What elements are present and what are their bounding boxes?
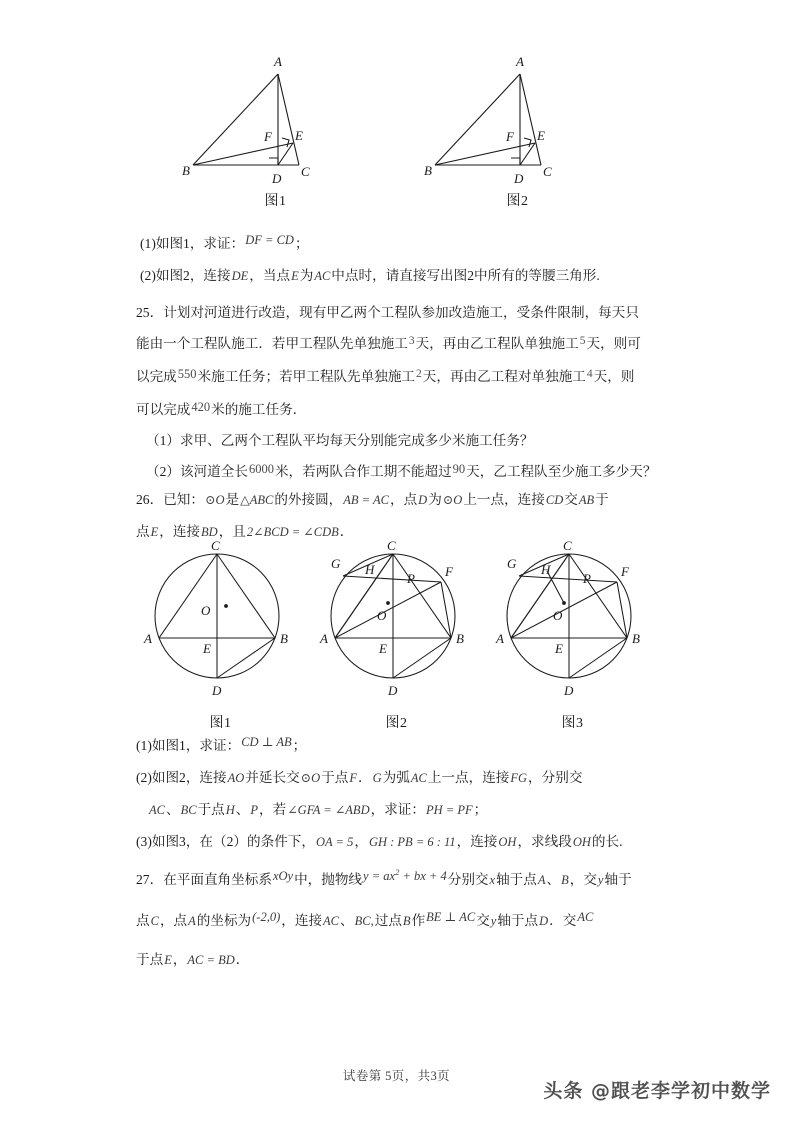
q27-point-b-2: B [402,914,411,929]
page-footer: 试卷第 5页，共3页 [342,1069,451,1083]
triangle-figure-row [0,48,793,210]
q27-point-d: D [539,914,549,929]
q27-seg-bc: BC, [354,914,374,929]
q27-l2-i: 轴于点 [497,913,539,929]
q27-line-3 [136,944,676,976]
q26-sub3-c: ，连接 [456,834,498,849]
q27-l2-c: 的坐标为 [196,913,252,929]
triangle-figure-2 [423,48,613,210]
svg-text:G: G [330,556,340,571]
q26-l1-d: ，点 [389,492,418,507]
q26-l1-h: 于 [595,492,609,507]
svg-text:E: E [294,128,303,143]
q26-sub1-a: (1)如图1，求证： [136,738,241,753]
q24-part2-text-d: 中点时，请直接写出图2中所有的等腰三角形. [331,268,600,283]
triangle-figure-2-caption: 图2 [506,194,529,209]
q26-ab-eq-ac: AB = AC [343,493,389,507]
q26-seg-ao: AO [227,771,245,785]
q27-l1-b: 中，抛物线 [294,872,363,888]
q27-l1-a: 在平面直角坐标系 [163,872,272,888]
svg-text:D: D [211,683,221,698]
svg-text:F: F [444,564,453,579]
q26-gh-pb-ratio: GH : PB = 6 : 11 [368,835,456,849]
svg-text:H: H [540,562,550,577]
q26-triangle-abc: △ABC [240,493,274,507]
q27-seg-ac-2: AC [577,910,594,925]
q25-meters-1: 550 [177,367,197,381]
q26-l2-b: ，连接 [159,524,201,539]
q26-angle-gfa: ∠GFA = ∠ABD [287,803,370,817]
q26-sub3-e: 的长. [591,834,623,849]
q27-eq-part2: + bx + 4 [399,869,447,884]
q26-subquestions [136,730,676,858]
q27-l2-b: ，点 [159,913,188,929]
q24-part1 [140,228,680,260]
svg-text:D: D [563,683,573,698]
svg-text:H: H [364,562,374,577]
svg-text:C: C [542,164,552,179]
q24-block [140,228,680,292]
circle-figure-2-caption: 图2 [385,716,408,731]
svg-text:E: E [554,641,563,656]
q26-sub2-f: 上一点，连接 [427,770,510,785]
q26-point-h: H [225,803,235,817]
q24-part2-math-de: DE [231,269,249,283]
q24-part2-text-b: ，当点 [249,268,291,283]
q26-sub2b-a: 、 [165,802,180,817]
q27-point-a-2: A [188,914,196,929]
svg-text:A: A [495,631,504,646]
svg-text:E: E [202,641,211,656]
q26-l1-b: 是 [225,492,240,507]
q26-sub3-b: ， [354,834,368,849]
triangle-figure-1 [181,48,371,210]
q27-point-b: B [561,873,569,888]
svg-text:B: B [279,631,288,646]
q25-block [136,297,676,426]
q27-seg-ac: AC [323,914,340,929]
q26-l1-f: 上一点，连接 [463,492,545,507]
svg-text:F: F [620,564,629,579]
q27-l1-e: 、 [546,872,561,888]
q27-l2-h: 交 [476,913,490,929]
svg-text:O: O [552,608,562,623]
svg-text:C: C [210,538,220,553]
q26-sub-1 [136,730,676,762]
q27-coord-system: xOy [272,869,294,884]
q27-axis-x-1: x [489,873,496,888]
q26-sub2-c: 于点 [321,770,349,785]
q24-part2-math-ac: AC [314,269,331,283]
q26-seg-bd: BD [201,525,218,539]
q27-point-a-coords: (-2,0) [252,910,281,925]
q27-l3-c: ． [235,952,250,968]
svg-text:G: G [506,556,516,571]
q27-number: 27． [136,872,164,888]
q26-sub2b-f: ； [473,802,488,817]
q26-l1-e: 为 [428,492,442,507]
q26-seg-oh-2: OH [572,835,591,849]
svg-text:C: C [300,164,310,179]
q25-days-jia-2: 2 [416,368,422,380]
q24-part2 [140,260,680,292]
q25-days-jia-1: 3 [408,335,415,347]
svg-text:A: A [143,631,152,646]
q26-sub2-e: 为弧 [382,770,410,785]
q25-days-yi-1: 5 [579,335,586,347]
q26-sub2-g: ，分别交 [528,770,583,785]
watermark: 头条 @跟老李学初中数学 [543,1080,771,1102]
q26-sub2-a: (2)如图2，连接 [136,770,227,785]
q27-l2-a: 点 [136,913,150,929]
svg-text:B: B [181,163,190,178]
q26-sub-3 [136,826,676,858]
svg-text:A: A [319,631,328,646]
circle-figure-row [0,538,793,732]
svg-text:D: D [513,171,523,186]
q27-l1-c: 分别交 [447,872,489,888]
q25-line2-text-c: 天，则可 [586,336,641,351]
q25-subquestions [146,425,686,488]
svg-text:C: C [562,538,572,553]
q26-circle-o-2: ⊙O [442,493,463,507]
q25-line3-text-d: 天，则 [593,369,635,384]
circle-diagram-1-svg [137,538,305,710]
q26-seg-fg: FG [510,771,528,785]
svg-text:O: O [200,603,210,618]
q25-line3-text-b: 米施工任务；若甲工程队先单独施工 [197,369,416,384]
q26-line-1 [136,484,676,516]
q26-sub3-a: (3)如图3，在（2）的条件下， [136,834,315,849]
q26-oa-value: OA = 5 [315,835,354,849]
q24-part1-text-b: ； [294,236,309,251]
q26-arc-ac: AC [410,771,427,785]
q27-l2-g: 作 [411,913,426,929]
q26-sub2-b: 并延长交 [245,770,300,785]
q27-point-e: E [164,953,172,968]
q25-line-3 [136,361,676,394]
q26-seg-oh-1: OH [498,835,517,849]
q27-point-c: C [150,914,159,929]
q26-circle-o-3: ⊙O [300,771,321,785]
q26-sub-2 [136,762,676,794]
svg-text:F: F [263,129,272,144]
q26-sub-2-cont [136,794,676,826]
q24-part1-text-a: (1)如图1，求证： [140,236,245,251]
q25-sub2-text-a: （2）该河道全长 [146,464,248,479]
triangle-figure-1-caption: 图1 [264,194,287,209]
q26-sub2-d: ． [358,770,372,785]
q25-line-4 [136,394,676,426]
q27-axis-y-1: y [597,873,604,888]
q26-angle-relation: 2∠BCD = ∠CDB [246,525,339,539]
q26-seg-cd: CD [545,493,564,507]
q27-point-a: A [537,873,546,888]
q26-circle-o-1: ⊙O [204,493,225,507]
q26-point-e: E [150,525,159,539]
q26-point-f: F [349,771,358,785]
svg-text:B: B [455,631,464,646]
q27-l2-e: 、 [340,913,354,929]
q27-parabola-equation [362,869,448,883]
q24-part2-math-e: E [291,269,299,283]
q26-point-g: G [372,771,382,785]
q27-l1-d: 轴于点 [496,872,537,888]
q27-eq-part1: y = ax [363,869,396,884]
svg-text:D: D [387,683,397,698]
q25-line-1 [136,297,676,328]
svg-text:D: D [271,171,281,186]
circle-figure-1 [137,538,305,732]
q25-line2-text-b: 天，再由乙工程队单独施工 [415,336,579,351]
q25-sub2-text-c: 天，乙工程队至少施工多少天？ [466,464,657,479]
svg-text:P: P [406,571,415,586]
q26-l1-g: 交 [564,492,578,507]
q27-line-1 [136,858,676,898]
q27-l1-g: 轴于 [604,872,632,888]
svg-text:B: B [423,163,432,178]
q26-l2-d: ． [339,524,354,539]
q25-line1-text: 计划对河道进行改造，现有甲乙两个工程队参加改造施工，受条件限制，每天只 [163,305,639,320]
q25-number: 25． [136,305,164,320]
q25-line3-text-a: 以完成 [136,369,177,384]
q27-l2-d: ，连接 [281,913,323,929]
q26-seg-bc: BC [180,803,197,817]
q25-line3-text-c: 天，再由乙工程对单独施工 [422,369,586,384]
q26-number: 26． [136,492,164,507]
q26-sub2b-c: 、 [235,802,250,817]
svg-text:B: B [631,631,640,646]
q27-be-perp-ac: BE ⊥ AC [426,910,476,925]
svg-text:A: A [273,54,282,69]
q24-part1-math: DF = CD [245,233,294,247]
q27-l2-f: 过点 [374,913,402,929]
circle-figure-3-caption: 图3 [561,716,584,731]
q27-line-2 [136,898,676,944]
q25-meters-2: 420 [191,400,211,414]
circle-diagram-2-svg [313,538,481,710]
q27-axis-y-2: y [490,914,497,929]
q25-line4-text-a: 可以完成 [136,402,191,417]
q25-total-length: 6000 [248,462,274,476]
svg-text:F: F [505,129,514,144]
q26-l2-a: 点 [136,524,150,539]
svg-text:C: C [386,538,396,553]
svg-text:E: E [378,641,387,656]
q26-sub2b-e: ，求证： [370,802,425,817]
q27-l3-a: 于点 [136,952,164,968]
q27-l2-j: ．交 [549,913,577,929]
svg-text:P: P [582,571,591,586]
q27-block [136,858,676,976]
q25-line-2 [136,328,676,361]
q25-max-days: 90 [452,462,466,476]
svg-text:A: A [515,54,524,69]
q25-days-yi-2: 4 [586,368,593,380]
q24-part2-text-c: 为 [299,268,314,283]
q27-l3-b: ， [172,952,187,968]
q26-seg-ac-2: AC [149,803,165,817]
q27-eq-exponent: 2 [395,867,400,877]
q25-sub-1: （1）求甲、乙两个工程队平均每天分别能完成多少米施工任务？ [146,433,534,448]
q26-sub2b-b: 于点 [197,802,225,817]
q26-sub3-d: ，求线段 [517,834,572,849]
q26-l1-a: 已知： [163,492,204,507]
q24-part2-text-a: (2)如图2，连接 [140,268,231,283]
q26-point-d: D [418,493,428,507]
q26-l1-c: 的外接圆， [274,492,343,507]
q26-seg-ab: AB [578,493,595,507]
q26-sub2b-d: ，若 [259,802,287,817]
q25-sub2-text-b: 米，若两队合作工期不能超过 [274,464,452,479]
circle-figure-3 [489,538,657,732]
q26-sub1-b: ； [292,738,307,753]
q25-line2-text-a: 能由一个工程队施工．若甲工程队先单独施工 [136,336,408,351]
q26-point-p: P [250,803,259,817]
q27-ac-eq-bd: AC = BD [187,953,235,968]
q27-l1-f: ，交 [569,872,597,888]
circle-diagram-3-svg [489,538,657,710]
circle-figure-1-caption: 图1 [209,716,232,731]
svg-text:E: E [536,128,545,143]
q25-line4-text-b: 米的施工任务． [211,402,307,417]
q26-l2-c: ，且 [218,524,246,539]
q26-ph-eq-pf: PH = PF [425,803,473,817]
q26-sub1-math: CD ⊥ AB [241,735,292,749]
triangle-diagram-2-svg [423,48,613,188]
circle-figure-2 [313,538,481,732]
triangle-diagram-1-svg [181,48,371,188]
svg-text:O: O [376,608,386,623]
